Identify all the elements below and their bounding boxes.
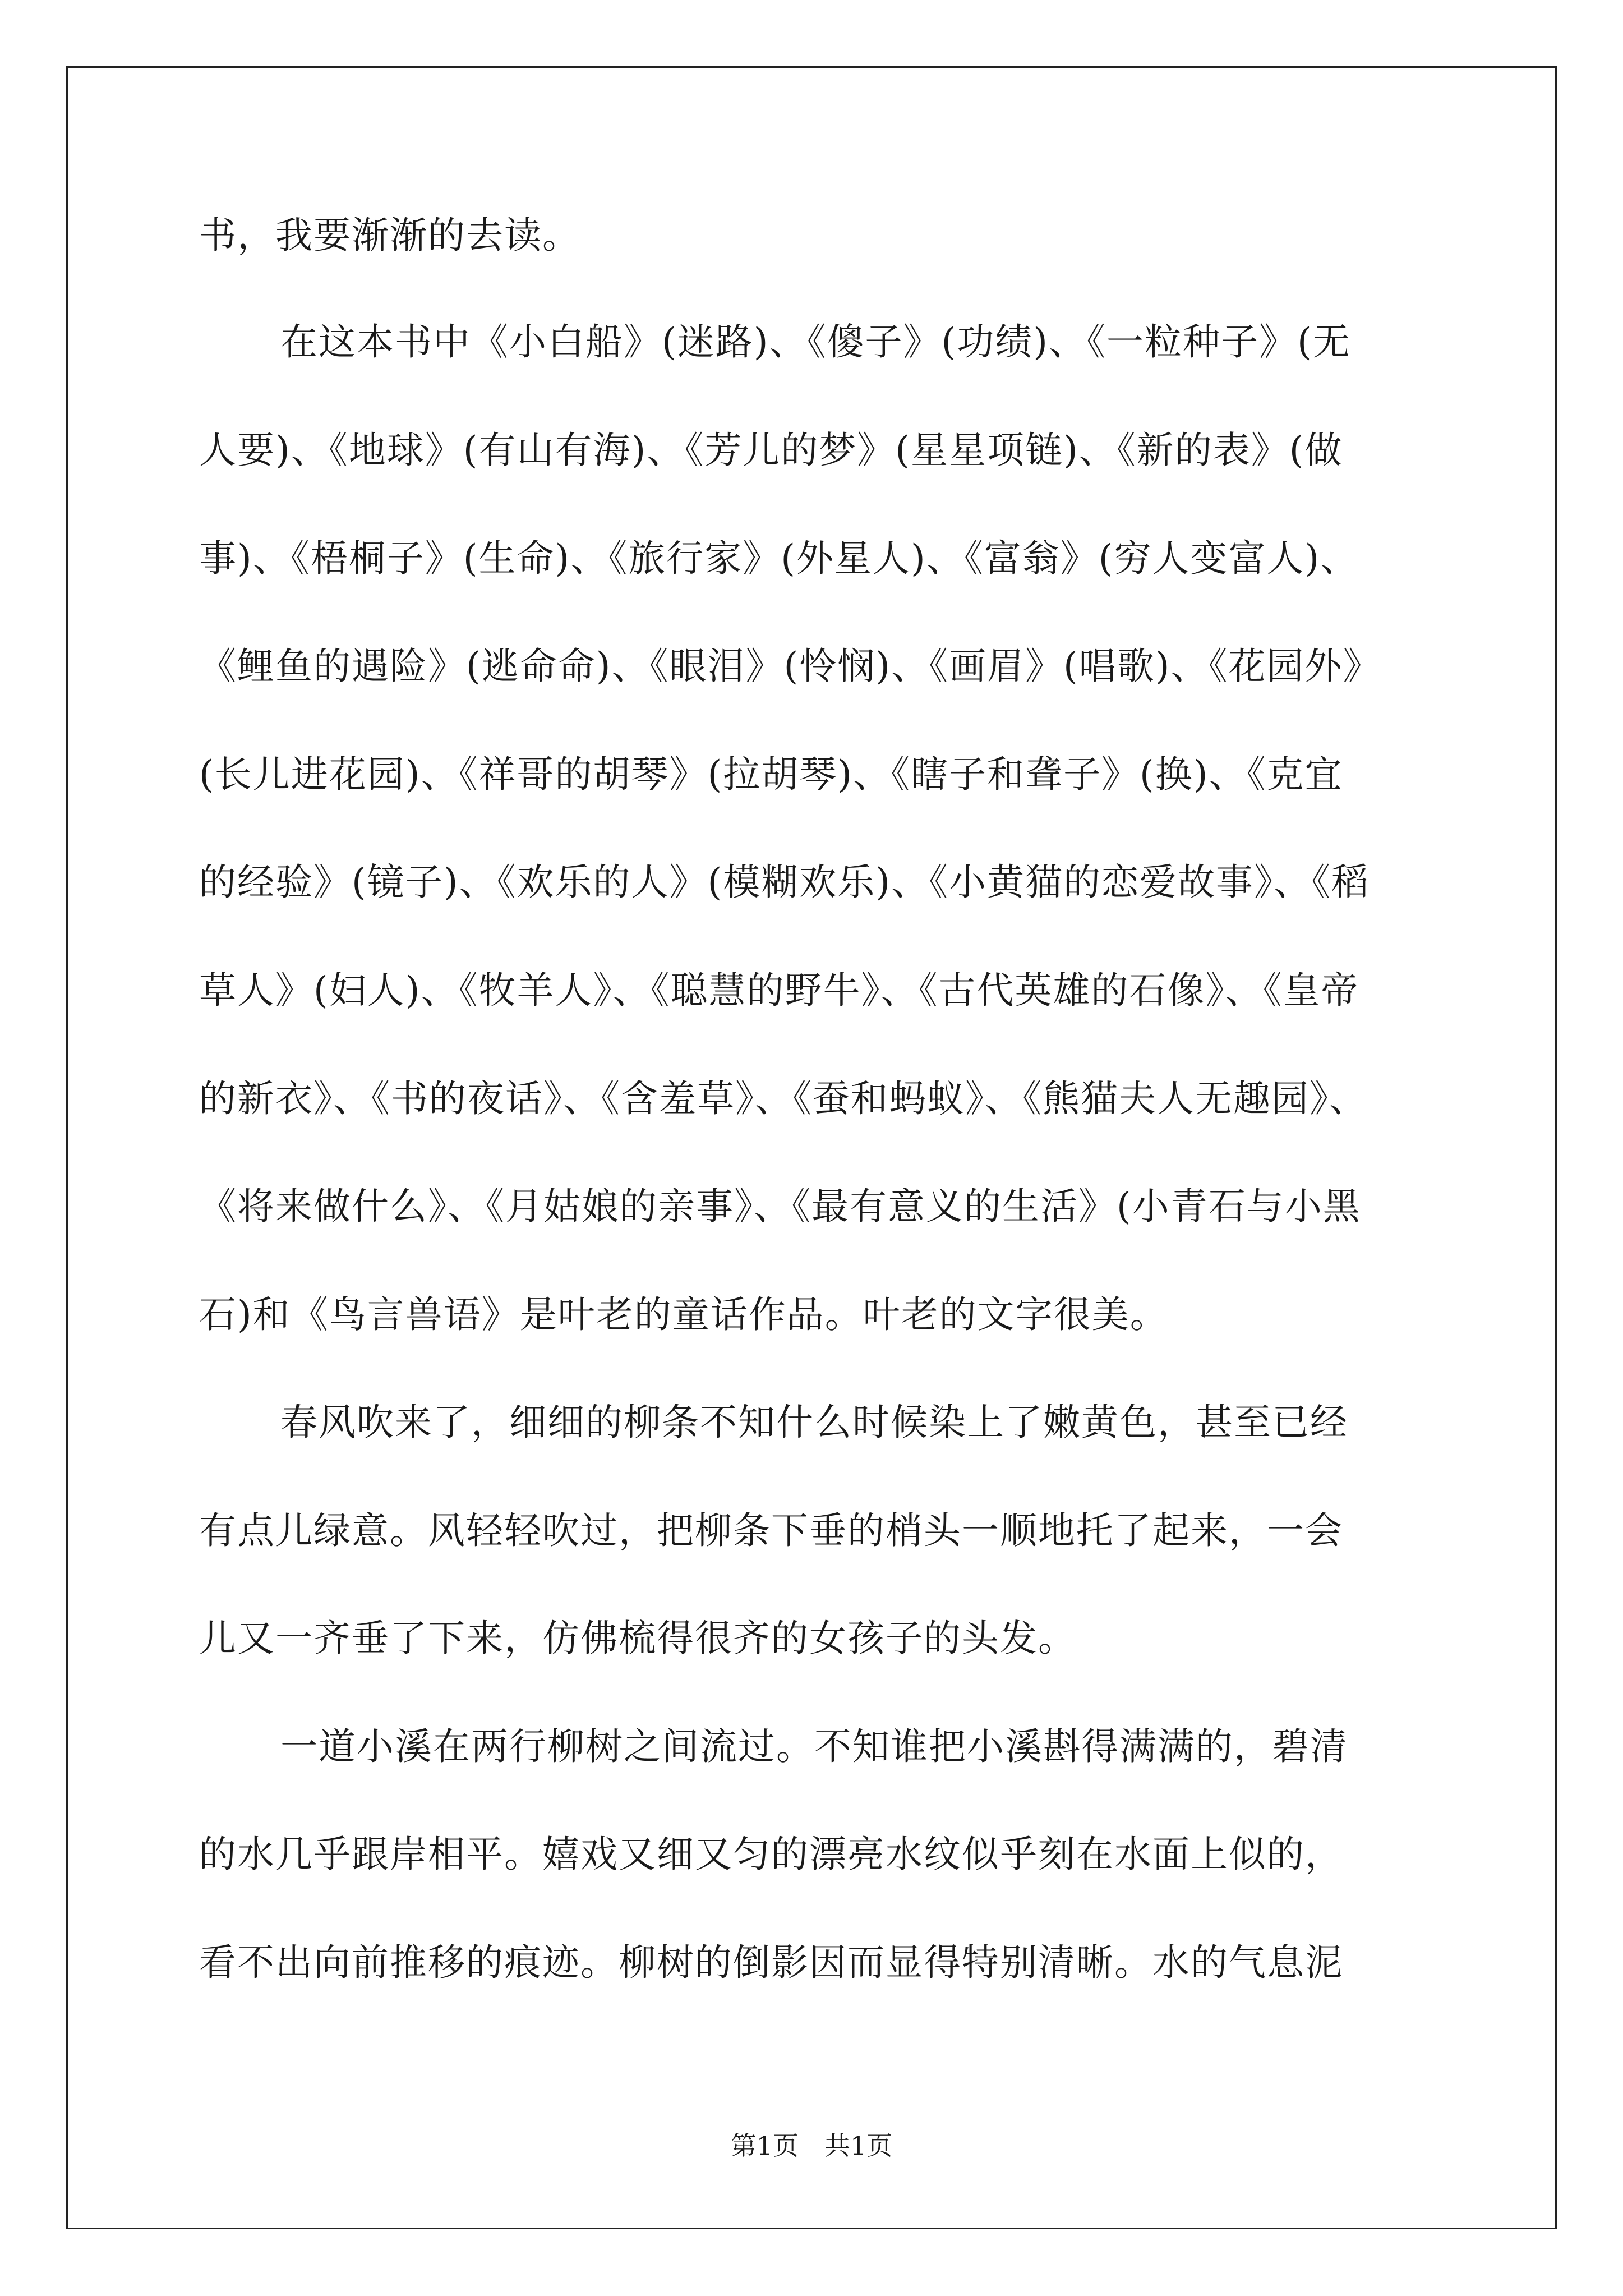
text-line-3: 人要)、《地球》(有山有海)、《芳儿的梦》(星星项链)、《新的表》(做 (199, 429, 1343, 472)
text-line-4: 事)、《梧桐子》(生命)、《旅行家》(外星人)、《富翁》(穷人变富人)、 (199, 537, 1359, 580)
text-line-2: 在这本书中《小白船》(迷路)、《傻子》(功绩)、《一粒种子》(无 (280, 320, 1351, 364)
text-line-15: 一道小溪在两行柳树之间流过。不知谁把小溪斟得满满的，碧清 (280, 1725, 1348, 1768)
text-line-12: 春风吹来了，细细的柳条不知什么时候染上了嫩黄色，甚至已经 (280, 1401, 1348, 1444)
page-number-footer: 第1页 共1页 (730, 2131, 893, 2161)
text-line-11: 石)和《鸟言兽语》是叶老的童话作品。叶老的文字很美。 (199, 1293, 1168, 1336)
text-line-13: 有点儿绿意。风轻轻吹过，把柳条下垂的梢头一顺地托了起来，一会 (199, 1509, 1343, 1552)
text-line-8: 草人》(妇人)、《牧羊人》、《聪慧的野牛》、《古代英雄的石像》、《皇帝 (199, 969, 1359, 1012)
text-line-10: 《将来做什么》、《月姑娘的亲事》、《最有意义的生活》(小青石与小黑 (199, 1185, 1361, 1228)
text-line-14: 儿又一齐垂了下来，仿佛梳得很齐的女孩子的头发。 (199, 1617, 1076, 1660)
page-border (66, 66, 1557, 2229)
text-line-16: 的水几乎跟岸相平。嬉戏又细又匀的漂亮水纹似乎刻在水面上似的， (199, 1833, 1343, 1876)
text-line-1: 书，我要渐渐的去读。 (199, 214, 580, 257)
text-line-7: 的经验》(镜子)、《欢乐的人》(模糊欢乐)、《小黄猫的恋爱故事》、《稻 (199, 861, 1370, 904)
text-line-17: 看不出向前推移的痕迹。柳树的倒影因而显得特别清晰。水的气息泥 (199, 1941, 1343, 1984)
text-line-6: (长儿进花园)、《祥哥的胡琴》(拉胡琴)、《瞎子和聋子》(换)、《克宜 (199, 753, 1343, 796)
text-line-9: 的新衣》、《书的夜话》、《含羞草》、《蚕和蚂蚁》、《熊猫夫人无趣园》、 (199, 1077, 1367, 1120)
text-line-5: 《鲤鱼的遇险》(逃命命)、《眼泪》(怜悯)、《画眉》(唱歌)、《花园外》 (199, 645, 1381, 688)
